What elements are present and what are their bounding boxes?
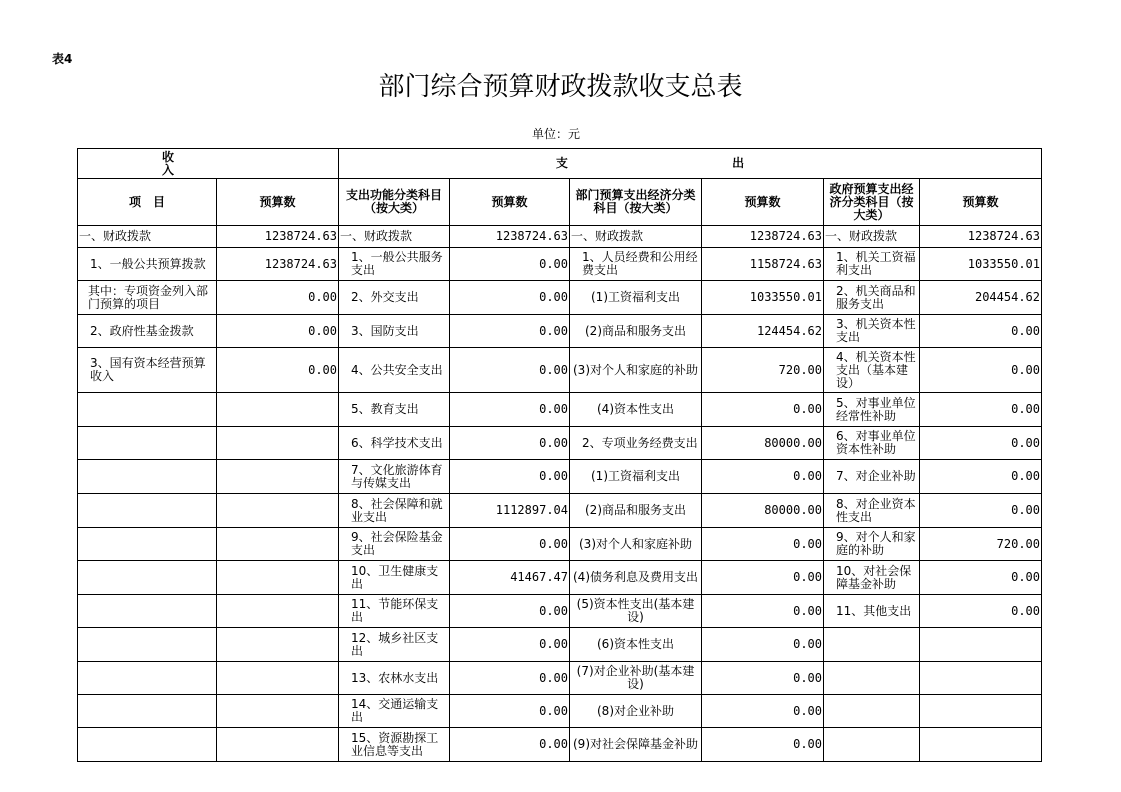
- gov-budget-cell: 0.00: [920, 494, 1042, 528]
- func-budget-cell: 0.00: [450, 595, 570, 628]
- table-row: [78, 494, 1042, 528]
- gov-budget-cell: [920, 695, 1042, 728]
- func-item-cell: 5、教育支出: [339, 393, 450, 427]
- expense-header: 支 出: [339, 149, 1042, 179]
- gov-item-cell: [824, 728, 920, 762]
- dept-budget-cell: 80000.00: [702, 494, 824, 528]
- income-budget-cell: [217, 393, 339, 427]
- dept-budget-cell: 124454.62: [702, 315, 824, 348]
- unit-label: 单位：元: [532, 127, 581, 141]
- gov-item-cell: 3、机关资本性支出: [824, 315, 920, 348]
- gov-item-cell: 4、机关资本性支出（基本建设）: [824, 348, 920, 393]
- dept-budget-cell: 0.00: [702, 393, 824, 427]
- gov-budget-cell: 0.00: [920, 348, 1042, 393]
- table-row: [78, 427, 1042, 460]
- func-budget-cell: 1112897.04: [450, 494, 570, 528]
- dept-budget-cell: 0.00: [702, 460, 824, 494]
- table-row: [78, 561, 1042, 595]
- dept-item-cell: (2)商品和服务支出: [570, 315, 702, 348]
- func-budget-cell: 0.00: [450, 662, 570, 695]
- gov-item-cell: [824, 628, 920, 662]
- dept-item-cell: (2)商品和服务支出: [570, 494, 702, 528]
- gov-budget-cell: [920, 662, 1042, 695]
- gov-budget-cell: 1238724.63: [920, 226, 1042, 248]
- table-body: [78, 226, 1042, 762]
- gov-budget-cell: 1033550.01: [920, 248, 1042, 281]
- budget-table: [77, 148, 1042, 762]
- func-item-cell: 7、文化旅游体育与传媒支出: [339, 460, 450, 494]
- income-item-cell: [78, 460, 217, 494]
- func-budget-cell: 0.00: [450, 427, 570, 460]
- gov-item-cell: 8、对企业资本性支出: [824, 494, 920, 528]
- gov-item-cell: 2、机关商品和服务支出: [824, 281, 920, 315]
- page-title: 部门综合预算财政拨款收支总表: [378, 72, 743, 102]
- income-budget-cell: 0.00: [217, 348, 339, 393]
- dept-item-cell: (3)对个人和家庭补助: [570, 528, 702, 561]
- func-budget-cell: 0.00: [450, 348, 570, 393]
- dept-item-cell: 2、专项业务经费支出: [570, 427, 702, 460]
- table-number: 表4: [52, 52, 73, 66]
- income-item-cell: [78, 528, 217, 561]
- income-budget-cell: [217, 494, 339, 528]
- func-budget-cell: 41467.47: [450, 561, 570, 595]
- income-header: 收 入: [78, 149, 339, 179]
- income-item-cell: [78, 427, 217, 460]
- func-item-cell: 9、社会保险基金支出: [339, 528, 450, 561]
- func-budget-cell: 1238724.63: [450, 226, 570, 248]
- income-budget-cell: 0.00: [217, 315, 339, 348]
- gov-item-cell: 7、对企业补助: [824, 460, 920, 494]
- table-row: [78, 595, 1042, 628]
- income-budget-cell: [217, 427, 339, 460]
- budget-header: 预算数: [450, 179, 570, 226]
- income-budget-cell: [217, 595, 339, 628]
- table-row: [78, 348, 1042, 393]
- table-row: [78, 695, 1042, 728]
- item-header: 项 目: [78, 179, 217, 226]
- table-row: [78, 528, 1042, 561]
- dept-budget-cell: 0.00: [702, 561, 824, 595]
- table-row: [78, 248, 1042, 281]
- gov-item-cell: [824, 662, 920, 695]
- dept-econ-header: 部门预算支出经济分类科目（按大类）: [570, 179, 702, 226]
- dept-item-cell: (7)对企业补助(基本建设): [570, 662, 702, 695]
- gov-econ-header: 政府预算支出经济分类科目（按大类）: [824, 179, 920, 226]
- gov-budget-cell: [920, 628, 1042, 662]
- func-item-cell: 14、交通运输支出: [339, 695, 450, 728]
- income-budget-cell: [217, 561, 339, 595]
- dept-budget-cell: 0.00: [702, 695, 824, 728]
- income-item-cell: [78, 628, 217, 662]
- gov-item-cell: 9、对个人和家庭的补助: [824, 528, 920, 561]
- income-budget-cell: 1238724.63: [217, 248, 339, 281]
- gov-budget-cell: 0.00: [920, 315, 1042, 348]
- dept-budget-cell: 0.00: [702, 628, 824, 662]
- income-item-cell: [78, 561, 217, 595]
- dept-budget-cell: 0.00: [702, 528, 824, 561]
- func-item-cell: 6、科学技术支出: [339, 427, 450, 460]
- income-item-cell: [78, 494, 217, 528]
- income-budget-cell: [217, 528, 339, 561]
- budget-header: 预算数: [920, 179, 1042, 226]
- gov-item-cell: 1、机关工资福利支出: [824, 248, 920, 281]
- func-budget-cell: 0.00: [450, 528, 570, 561]
- dept-budget-cell: 0.00: [702, 728, 824, 762]
- income-item-cell: [78, 728, 217, 762]
- gov-budget-cell: 0.00: [920, 595, 1042, 628]
- func-item-cell: 1、一般公共服务支出: [339, 248, 450, 281]
- func-item-cell: 2、外交支出: [339, 281, 450, 315]
- income-item-cell: 其中：专项资金列入部门预算的项目: [78, 281, 217, 315]
- gov-item-cell: 11、其他支出: [824, 595, 920, 628]
- budget-header: 预算数: [217, 179, 339, 226]
- dept-budget-cell: 1158724.63: [702, 248, 824, 281]
- func-budget-cell: 0.00: [450, 628, 570, 662]
- dept-item-cell: (4)债务利息及费用支出: [570, 561, 702, 595]
- gov-item-cell: 6、对事业单位资本性补助: [824, 427, 920, 460]
- func-item-cell: 13、农林水支出: [339, 662, 450, 695]
- dept-budget-cell: 80000.00: [702, 427, 824, 460]
- income-item-cell: [78, 695, 217, 728]
- gov-budget-cell: 720.00: [920, 528, 1042, 561]
- dept-budget-cell: 0.00: [702, 662, 824, 695]
- func-item-cell: 一、财政拨款: [339, 226, 450, 248]
- gov-item-cell: 10、对社会保障基金补助: [824, 561, 920, 595]
- income-item-cell: 一、财政拨款: [78, 226, 217, 248]
- income-budget-cell: 1238724.63: [217, 226, 339, 248]
- func-budget-cell: 0.00: [450, 315, 570, 348]
- gov-budget-cell: [920, 728, 1042, 762]
- income-item-cell: [78, 662, 217, 695]
- table-row: [78, 628, 1042, 662]
- func-budget-cell: 0.00: [450, 281, 570, 315]
- dept-item-cell: (9)对社会保障基金补助: [570, 728, 702, 762]
- dept-item-cell: 1、人员经费和公用经费支出: [570, 248, 702, 281]
- dept-item-cell: (6)资本性支出: [570, 628, 702, 662]
- gov-budget-cell: 0.00: [920, 393, 1042, 427]
- income-item-cell: [78, 595, 217, 628]
- income-budget-cell: 0.00: [217, 281, 339, 315]
- table-row: [78, 226, 1042, 248]
- dept-budget-cell: 1033550.01: [702, 281, 824, 315]
- income-item-cell: 1、一般公共预算拨款: [78, 248, 217, 281]
- income-budget-cell: [217, 460, 339, 494]
- gov-budget-cell: 204454.62: [920, 281, 1042, 315]
- gov-budget-cell: 0.00: [920, 561, 1042, 595]
- func-budget-cell: 0.00: [450, 695, 570, 728]
- table-row: [78, 728, 1042, 762]
- table-row: [78, 281, 1042, 315]
- func-budget-cell: 0.00: [450, 460, 570, 494]
- dept-item-cell: (4)资本性支出: [570, 393, 702, 427]
- func-budget-cell: 0.00: [450, 728, 570, 762]
- income-budget-cell: [217, 628, 339, 662]
- dept-budget-cell: 720.00: [702, 348, 824, 393]
- func-item-cell: 3、国防支出: [339, 315, 450, 348]
- func-item-cell: 15、资源勘探工业信息等支出: [339, 728, 450, 762]
- gov-budget-cell: 0.00: [920, 460, 1042, 494]
- table-row: [78, 460, 1042, 494]
- income-item-cell: 2、政府性基金拨款: [78, 315, 217, 348]
- table-row: [78, 315, 1042, 348]
- dept-item-cell: (1)工资福利支出: [570, 460, 702, 494]
- table-row: [78, 393, 1042, 427]
- dept-item-cell: (3)对个人和家庭的补助: [570, 348, 702, 393]
- func-budget-cell: 0.00: [450, 393, 570, 427]
- func-item-cell: 12、城乡社区支出: [339, 628, 450, 662]
- income-budget-cell: [217, 728, 339, 762]
- func-class-header: 支出功能分类科目（按大类）: [339, 179, 450, 226]
- gov-item-cell: 5、对事业单位经常性补助: [824, 393, 920, 427]
- func-item-cell: 8、社会保障和就业支出: [339, 494, 450, 528]
- func-item-cell: 11、节能环保支出: [339, 595, 450, 628]
- income-budget-cell: [217, 662, 339, 695]
- income-item-cell: [78, 393, 217, 427]
- income-budget-cell: [217, 695, 339, 728]
- dept-budget-cell: 0.00: [702, 595, 824, 628]
- gov-item-cell: [824, 695, 920, 728]
- dept-item-cell: (5)资本性支出(基本建设): [570, 595, 702, 628]
- dept-item-cell: (8)对企业补助: [570, 695, 702, 728]
- func-item-cell: 4、公共安全支出: [339, 348, 450, 393]
- budget-header: 预算数: [702, 179, 824, 226]
- func-budget-cell: 0.00: [450, 248, 570, 281]
- dept-item-cell: 一、财政拨款: [570, 226, 702, 248]
- gov-budget-cell: 0.00: [920, 427, 1042, 460]
- func-item-cell: 10、卫生健康支出: [339, 561, 450, 595]
- dept-item-cell: (1)工资福利支出: [570, 281, 702, 315]
- table-row: [78, 662, 1042, 695]
- gov-item-cell: 一、财政拨款: [824, 226, 920, 248]
- dept-budget-cell: 1238724.63: [702, 226, 824, 248]
- income-item-cell: 3、国有资本经营预算收入: [78, 348, 217, 393]
